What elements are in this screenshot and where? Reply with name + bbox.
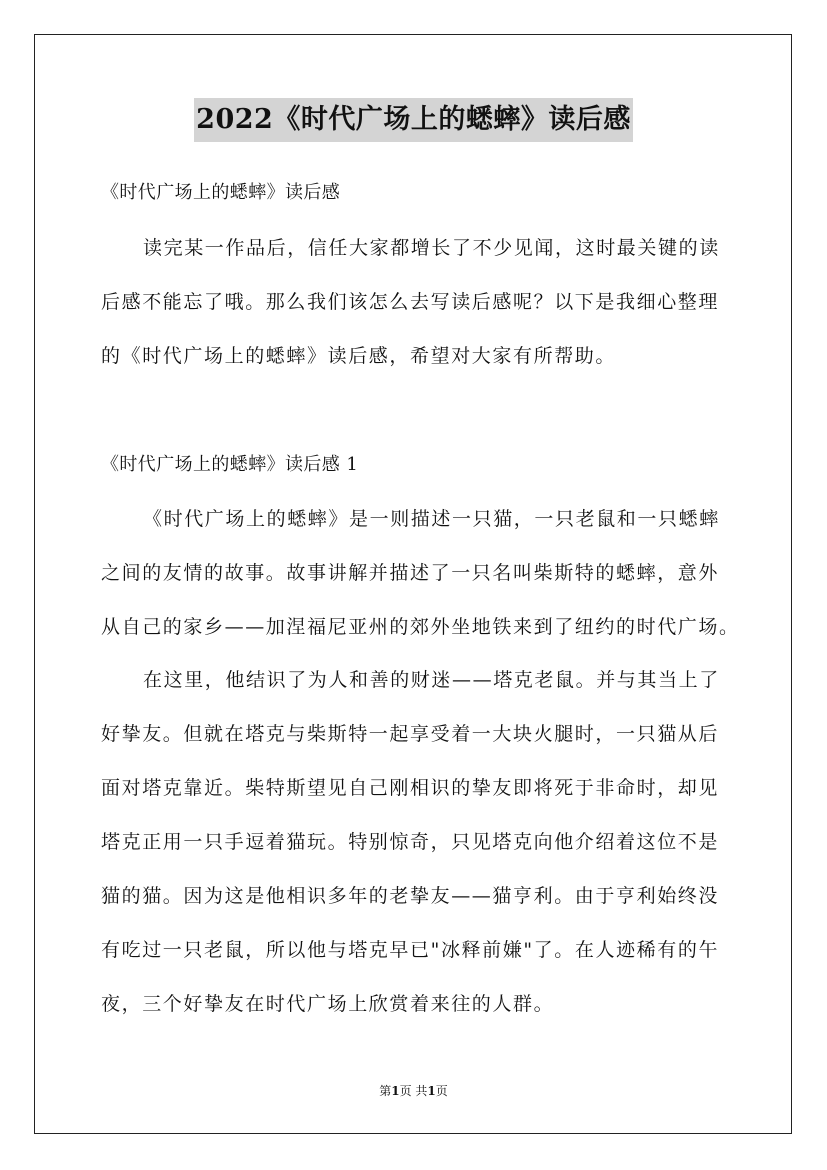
footer-page-current: 1	[391, 1084, 400, 1098]
paragraph-line: 好挚友。但就在塔克与柴斯特一起享受着一大块火腿时，一只猫从后	[101, 723, 720, 745]
footer-page-total: 1	[427, 1084, 436, 1098]
intro-line: 后感不能忘了哦。那么我们该怎么去写读后感呢？以下是我细心整理	[101, 291, 720, 313]
title-container	[0, 98, 827, 142]
paragraph-line: 在这里，他结识了为人和善的财迷——塔克老鼠。并与其当上了	[143, 669, 720, 691]
section-heading: 《时代广场上的蟋蟀》读后感 1	[101, 454, 359, 475]
paragraph-line: 塔克正用一只手逗着猫玩。特别惊奇，只见塔克向他介绍着这位不是	[101, 831, 720, 853]
page-footer	[0, 1082, 827, 1100]
document-title: 2022《时代广场上的蟋蟀》读后感	[194, 98, 633, 142]
intro-line: 的《时代广场上的蟋蟀》读后感，希望对大家有所帮助。	[101, 345, 617, 367]
paragraph-line: 从自己的家乡——加涅福尼亚州的郊外坐地铁来到了纽约的时代广场。	[101, 616, 740, 638]
paragraph-line: 有吃过一只老鼠，所以他与塔克早已"冰释前嫌"了。在人迹稀有的午	[101, 939, 720, 961]
paragraph-line: 面对塔克靠近。柴特斯望见自己刚相识的挚友即将死于非命时，却见	[101, 777, 720, 799]
paragraph-line: 《时代广场上的蟋蟀》是一则描述一只猫，一只老鼠和一只蟋蟀	[143, 508, 720, 530]
paragraph-line: 之间的友情的故事。故事讲解并描述了一只名叫柴斯特的蟋蟀，意外	[101, 562, 720, 584]
paragraph-line: 夜，三个好挚友在时代广场上欣赏着来往的人群。	[101, 993, 555, 1015]
intro-line: 读完某一作品后，信任大家都增长了不少见闻，这时最关键的读	[143, 237, 720, 259]
paragraph-line: 猫的猫。因为这是他相识多年的老挚友——猫亨利。由于亨利始终没	[101, 885, 720, 907]
footer-page-mid: 页 共	[399, 1084, 428, 1098]
footer-page-prefix: 第	[379, 1084, 392, 1098]
intro-heading: 《时代广场上的蟋蟀》读后感	[101, 182, 341, 203]
footer-page-suffix: 页	[435, 1084, 448, 1098]
